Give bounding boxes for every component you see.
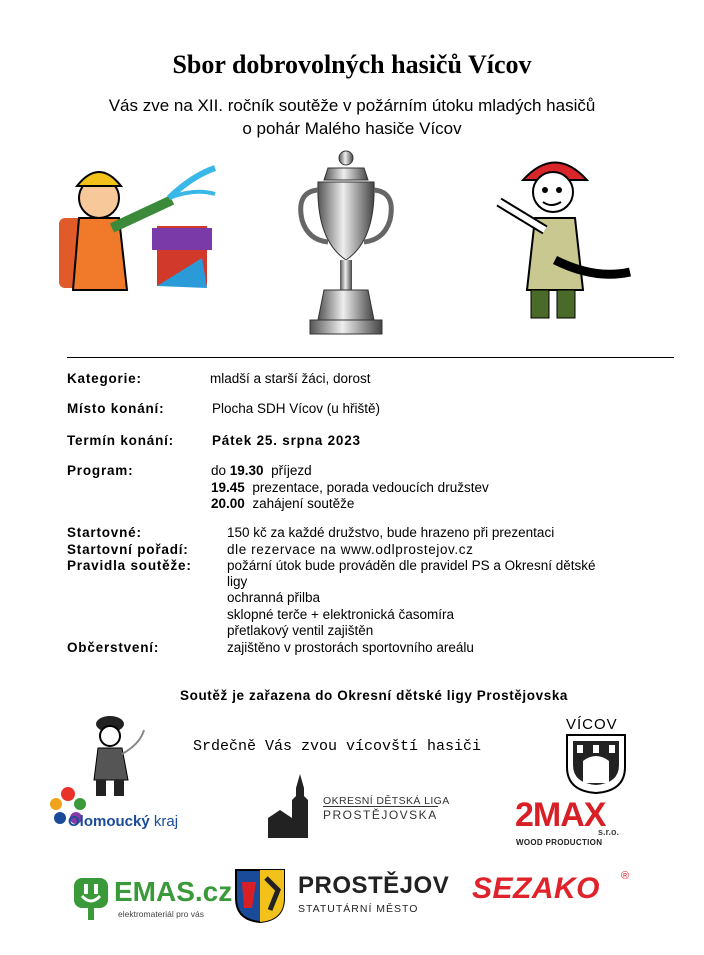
poradi-label: Startovní pořadí: xyxy=(67,542,189,557)
prostejov-tagline: STATUTÁRNÍ MĚSTO xyxy=(298,903,419,915)
invite-text: Srdečně Vás zvou vícovští hasiči xyxy=(193,738,482,755)
olomoucky-text: Olomoucký xyxy=(68,813,150,830)
termin-label: Termín konání: xyxy=(67,433,174,448)
program-item xyxy=(211,480,489,495)
small-firefighter-illustration xyxy=(84,714,150,799)
emas-plug-icon xyxy=(72,876,110,922)
program-label: Program: xyxy=(67,463,134,478)
startovne-value: 150 kč za každé družstvo, bude hrazeno při prezentaci xyxy=(227,525,555,540)
pravidla-line2: ligy xyxy=(227,574,248,589)
program-text: prezentace, porada vedoucích družstev xyxy=(252,480,489,495)
pravidla-label: Pravidla soutěže: xyxy=(67,558,192,573)
emas-tagline: elektromateriál pro vás xyxy=(118,909,204,919)
girl-firefighter-illustration xyxy=(57,158,217,293)
program-item xyxy=(211,463,312,478)
program-text: příjezd xyxy=(271,463,312,478)
misto-label: Místo konání: xyxy=(67,401,165,416)
kraj-text: kraj xyxy=(153,813,179,830)
pravidla-line1: požární útok bude prováděn dle pravidel PS a Okresní dětské xyxy=(227,558,596,573)
kategorie-value: mladší a starší žáci, dorost xyxy=(210,371,371,386)
boy-firefighter-illustration xyxy=(495,150,635,325)
trophy-cup-illustration xyxy=(294,150,398,336)
program-time: 19.30 xyxy=(229,463,264,478)
2max-sro: s.r.o. xyxy=(598,827,620,837)
prostejov-logo: PROSTĚJOV xyxy=(298,872,450,899)
horizontal-divider xyxy=(67,357,674,358)
program-item xyxy=(211,496,354,511)
2max-wood-production: WOOD PRODUCTION xyxy=(516,838,603,847)
emas-logo: EMAS.cz xyxy=(114,876,233,907)
sezako-logo: SEZAKO xyxy=(472,872,601,905)
pravidla-line4: sklopné terče + elektronická časomíra xyxy=(227,607,454,622)
misto-value: Plocha SDH Vícov (u hřiště) xyxy=(212,401,381,416)
program-time-prefix: do xyxy=(211,463,230,478)
2max-logo: 2MAX xyxy=(515,796,606,834)
church-silhouette-icon xyxy=(266,774,322,838)
poradi-value: dle rezervace na www.odlprostejov.cz xyxy=(227,542,474,557)
page-title: Sbor dobrovolných hasičů Vícov xyxy=(172,50,532,79)
odl-line2: PROSTĚJOVSKA xyxy=(323,808,438,822)
subtitle-line2: o pohár Malého hasiče Vícov xyxy=(242,119,462,138)
termin-value: Pátek 25. srpna 2023 xyxy=(212,433,361,448)
subtitle-line1: Vás zve na XII. ročník soutěže v požárním útoku mladých hasičů xyxy=(108,96,596,115)
liga-note: Soutěž je zařazena do Okresní dětské ligy Prostějovska xyxy=(180,688,569,703)
prostejov-coat-of-arms-icon xyxy=(234,868,286,924)
obcerstveni-label: Občerstvení: xyxy=(67,640,160,655)
kategorie-label: Kategorie: xyxy=(67,371,142,386)
obcerstveni-value: zajištěno v prostorách sportovního areálu xyxy=(227,640,474,655)
vicov-label: VÍCOV xyxy=(566,716,618,733)
odl-line1: OKRESNÍ DĚTSKÁ LIGA xyxy=(323,795,450,807)
program-time: 20.00 xyxy=(211,496,245,511)
pravidla-line5: přetlakový ventil zajištěn xyxy=(227,623,374,638)
olomoucky-kraj-logo xyxy=(68,813,178,830)
registered-mark-icon: ® xyxy=(621,870,630,882)
pravidla-line3: ochranná přilba xyxy=(227,590,321,605)
program-text: zahájení soutěže xyxy=(252,496,355,511)
program-time: 19.45 xyxy=(211,480,245,495)
startovne-label: Startovné: xyxy=(67,525,142,540)
vicov-coat-of-arms-icon xyxy=(565,733,627,795)
